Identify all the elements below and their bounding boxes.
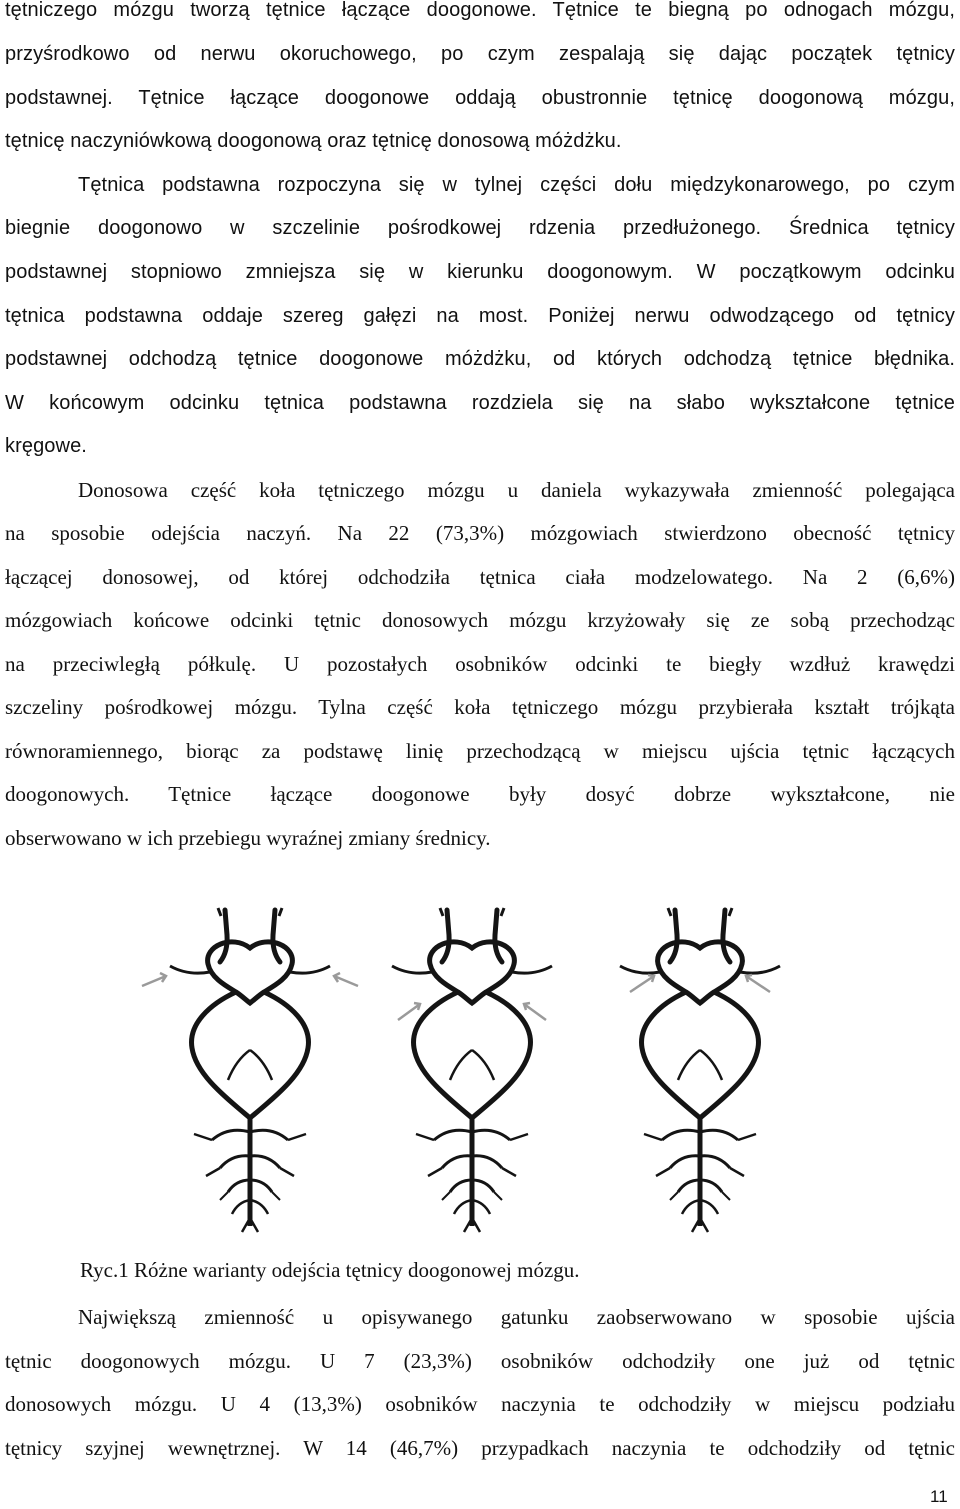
text-line: doogonowych. Tętnice łączące doogonowe były dosyć dobrze wykształcone, nie	[5, 782, 955, 806]
text-line: tętnic doogonowych mózgu. U 7 (23,3%) osobników odchodziły one już od tętnic	[5, 1349, 955, 1373]
text-line: kręgowe.	[5, 435, 87, 457]
text-line: tętniczego mózgu tworzą tętnice łączące doogonowe. Tętnice te biegną po odnogach mózgu,	[5, 0, 955, 21]
figure-caption: Ryc.1 Różne warianty odejścia tętnicy doogonowej mózgu.	[80, 1258, 580, 1282]
arrow-icon	[746, 975, 770, 992]
artery-variant-3	[620, 908, 780, 1232]
text-line: donosowych mózgu. U 4 (13,3%) osobników naczynia te odchodziły w miejscu podziału	[5, 1392, 955, 1416]
text-line: Tętnica podstawna rozpoczyna się w tylnej części dołu międzykonarowego, po czym	[78, 174, 955, 196]
text-line: łączącej donosowej, od której odchodziła tętnica ciała modzelowatego. Na 2 (6,6%)	[5, 565, 955, 589]
text-line: równoramiennego, biorąc za podstawę linię przechodzącą w miejscu ujścia tętnic łączących	[5, 739, 955, 763]
arrow-icon	[398, 1003, 420, 1020]
artery-diagram-svg	[130, 900, 850, 1240]
text-line: biegnie doogonowo w szczelinie pośrodkowej rdzenia przedłużonego. Średnica tętnicy	[5, 217, 955, 239]
text-line: tętnica podstawna oddaje szereg gałęzi na most. Poniżej nerwu odwodzącego od tętnicy	[5, 305, 955, 327]
artery-variant-1	[142, 908, 358, 1232]
arrow-icon	[142, 973, 166, 986]
text-line: podstawnej stopniowo zmniejsza się w kierunku doogonowym. W początkowym odcinku	[5, 261, 955, 283]
text-line: podstawnej odchodzą tętnice doogonowe móżdżku, od których odchodzą tętnice błędnika.	[5, 348, 955, 370]
arrow-icon	[524, 1003, 546, 1020]
text-line: tętnicę naczyniówkową doogonową oraz tętnicę donosową móżdżku.	[5, 130, 622, 152]
arrow-icon	[630, 975, 654, 992]
text-line: na przeciwległą półkulę. U pozostałych osobników odcinki te biegły wzdłuż krawędzi	[5, 652, 955, 676]
page-number: 11	[930, 1487, 948, 1506]
artery-variants-figure	[130, 900, 850, 1240]
text-line: na sposobie odejścia naczyń. Na 22 (73,3%) mózgowiach stwierdzono obecność tętnicy	[5, 521, 955, 545]
text-line: mózgowiach końcowe odcinki tętnic donosowych mózgu krzyżowały się ze sobą przechodząc	[5, 608, 955, 632]
text-line: Donosowa część koła tętniczego mózgu u daniela wykazywała zmienność polegająca	[78, 478, 955, 502]
artery-variant-2	[392, 908, 552, 1232]
arrow-icon	[334, 973, 358, 986]
text-line: przyśrodkowo od nerwu okoruchowego, po czym zespalają się dając początek tętnicy	[5, 43, 955, 65]
text-line: obserwowano w ich przebiegu wyraźnej zmiany średnicy.	[5, 826, 491, 850]
text-line: Największą zmienność u opisywanego gatunku zaobserwowano w sposobie ujścia	[78, 1305, 955, 1329]
text-line: tętnicy szyjnej wewnętrznej. W 14 (46,7%) przypadkach naczynia te odchodziły od tętnic	[5, 1436, 955, 1460]
text-line: W końcowym odcinku tętnica podstawna rozdziela się na słabo wykształcone tętnice	[5, 392, 955, 414]
text-line: szczeliny pośrodkowej mózgu. Tylna część koła tętniczego mózgu przybierała kształt trójkąta	[5, 695, 955, 719]
text-line: podstawnej. Tętnice łączące doogonowe oddają obustronnie tętnicę doogonową mózgu,	[5, 87, 955, 109]
